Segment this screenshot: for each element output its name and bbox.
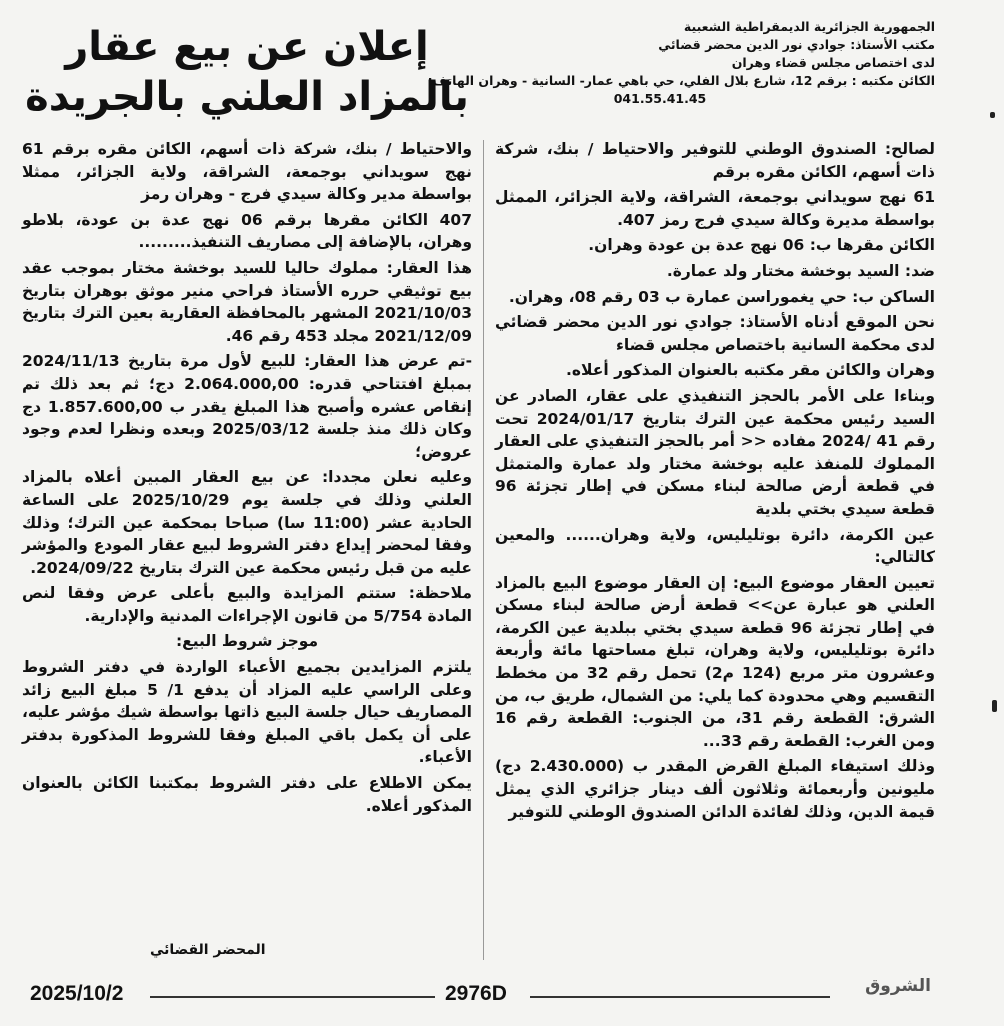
footer-rule	[150, 996, 435, 998]
paragraph: ضد: السيد بوخشة مختار ولد عمارة.	[666, 261, 935, 280]
paragraph: نحن الموقع أدناه الأستاذ: جوادي نور الدين محضر قضائي لدى محكمة السانية باختصاص مجلس قضاء	[495, 313, 935, 354]
sale-conditions-heading: موجز شروط البيع:	[175, 632, 319, 651]
left-text-column	[22, 138, 472, 820]
paragraph: والاحتياط / بنك، شركة ذات أسهم، الكائن مقره برقم 61 نهج سويداني بوجمعة، الشراقة، ولاية الجزائر، ممثلا بواسطة مدير وكالة سيدي فرج - وهران رمز	[22, 140, 472, 204]
paragraph: 407 الكائن مقرها برقم 06 نهج عدة بن عودة، بلاطو وهران، بالإضافة إلى مصاريف التنفيذ.........	[22, 210, 472, 252]
office-line-2: مكتب الأستاذ: جوادي نور الدين محضر قضائي	[658, 37, 935, 52]
page-footer	[0, 976, 1004, 1012]
column-divider	[483, 140, 484, 960]
newspaper-logo: الشروق	[865, 976, 931, 996]
bailiff-office-header	[427, 18, 935, 108]
paragraph: -تم عرض هذا العقار: للبيع لأول مرة بتاريخ 2024/11/13 بمبلغ افتتاحي قدره: 2.064.000,00 دج؛ ثم بعد ذلك تم إنقاص عشره وأصبح هذا المبلغ يقدر ب 1.857.600,00 دج وكان ذلك منذ جلسة 2025/03/12 وبعده ونظرا لعدم وجود عروض؛	[22, 352, 472, 461]
office-line-1: الجمهورية الجزائرية الديمقراطية الشعبية	[683, 19, 935, 34]
margin-mark	[992, 700, 997, 712]
paragraph: يلتزم المزايدين بجميع الأعباء الواردة في دفتر الشروط وعلى الراسي عليه المزاد أن يدفع 1/ 5 مبلغ البيع زائد المصاريف حيال جلسة البيع ذاتها بواسطة شيك مؤشر عليه، على أن يكمل باقي المبلغ وفقا للشروط المذكورة بدفتر الأعباء.	[22, 658, 472, 767]
paragraph: وبناءا على الأمر بالحجز التنفيذي على عقار، الصادر عن السيد رئيس محكمة عين الترك بتاريخ 2024/01/17 تحت رقم 41 /2024 مفاده << أمر بالحجز التنفيذي على العقار المملوك للمنفذ عليه بوخشة مختار ولد عمارة والمتمثل في قطعة أرض صالحة لبناء مسكن في إطار تجزئة 96 قطعة سيدي بختي بلدية	[495, 386, 936, 518]
paragraph: وعليه نعلن مجددا: عن بيع العقار المبين أعلاه بالمزاد العلني وذلك في جلسة يوم 2025/10/29 على الساعة الحادية عشر (11:00 سا) صباحا بمحكمة عين الترك؛ وذلك وفقا لمحضر إيداع دفتر الشروط لبيع عقار المودع والمؤشر عليه من قبل رئيس محكمة عين الترك بتاريخ 2024/09/22.	[22, 468, 472, 577]
paragraph: 61 نهج سويداني بوجمعة، الشراقة، ولاية الجزائر، الممثل بواسطة مديرة وكالة سيدي فرج رمز 407.	[495, 188, 935, 229]
office-address: الكائن مكتبه : برقم 12، شارع بلال الفلي، حي باهي عمار- السانية - وهران الهاتف:	[427, 73, 935, 88]
paragraph: تعيين العقار موضوع البيع: إن العقار موضوع البيع بالمزاد العلني هو عبارة عن>> قطعة أرض صالحة لبناء مسكن في إطار تجزئة 96 قطعة سيدي بختي ببلدية عين الكرمة، دائرة بوتليليس، ولاية وهران، تبلغ مساحتها مائة وأربعة وعشرون متر مربع (124 م2) تحمل رقم 32 من مخطط التقسيم وهي محدودة كما يلي: من الشمال، طريق ب، من الشرق: القطعة رقم 31، من الجنوب: القطعة رقم 16 ومن الغرب: القطعة رقم 33...	[495, 573, 935, 750]
paragraph: عين الكرمة، دائرة بوتليليس، ولاية وهران...... والمعين كالتالي:	[495, 525, 935, 567]
announcement-title	[22, 22, 472, 122]
paragraph: يمكن الاطلاع على دفتر الشروط بمكتبنا الكائن بالعنوان المذكور أعلاه.	[22, 774, 472, 815]
signer-title: المحضر القضائي	[150, 942, 266, 958]
paragraph: وهران والكائن مقر مكتبه بالعنوان المذكور أعلاه.	[565, 361, 935, 380]
title-line-1: إعلان عن بيع عقار	[65, 24, 429, 70]
paragraph: ملاحظة: ستتم المزايدة والبيع بأعلى عرض وفقا لنص المادة 5/754 من قانون الإجراءات المدنية والإدارية.	[22, 584, 472, 625]
issue-number: 2976D	[445, 982, 507, 1005]
paragraph: الكائن مقرها ب: 06 نهج عدة بن عودة وهران.	[588, 236, 935, 255]
paragraph: هذا العقار: مملوك حاليا للسيد بوخشة مختار بموجب عقد بيع توثيقي حرره الأستاذ فراحي منير موثق بوهران بتاريخ 2021/10/03 المشهر بالمحافظة العقارية بعين الترك بتاريخ 2021/12/09 مجلد 453 رقم 46.	[22, 258, 472, 345]
footer-rule	[530, 996, 830, 998]
issue-date: 2025/10/2	[30, 982, 124, 1005]
paragraph: الساكن ب: حي يغموراسن عمارة ب 03 رقم 08، وهران.	[508, 287, 935, 306]
right-text-column	[495, 138, 935, 826]
margin-mark	[990, 112, 995, 118]
office-line-3: لدى اختصاص مجلس قضاء وهران	[731, 55, 935, 70]
office-phone: 041.55.41.45	[613, 91, 707, 106]
title-line-2: بالمزاد العلني بالجريدة	[25, 74, 469, 120]
paragraph: وذلك استيفاء المبلغ القرض المقدر ب (2.430.000 دج) مليونين وأربعمائة وثلاثون ألف دينار جزائري الذي يمثل قيمة الدين، وذلك لفائدة الدائن الصندوق الوطني للتوفير	[495, 757, 935, 821]
paragraph: لصالح: الصندوق الوطني للتوفير والاحتياط / بنك، شركة ذات أسهم، الكائن مقره برقم	[495, 140, 935, 181]
